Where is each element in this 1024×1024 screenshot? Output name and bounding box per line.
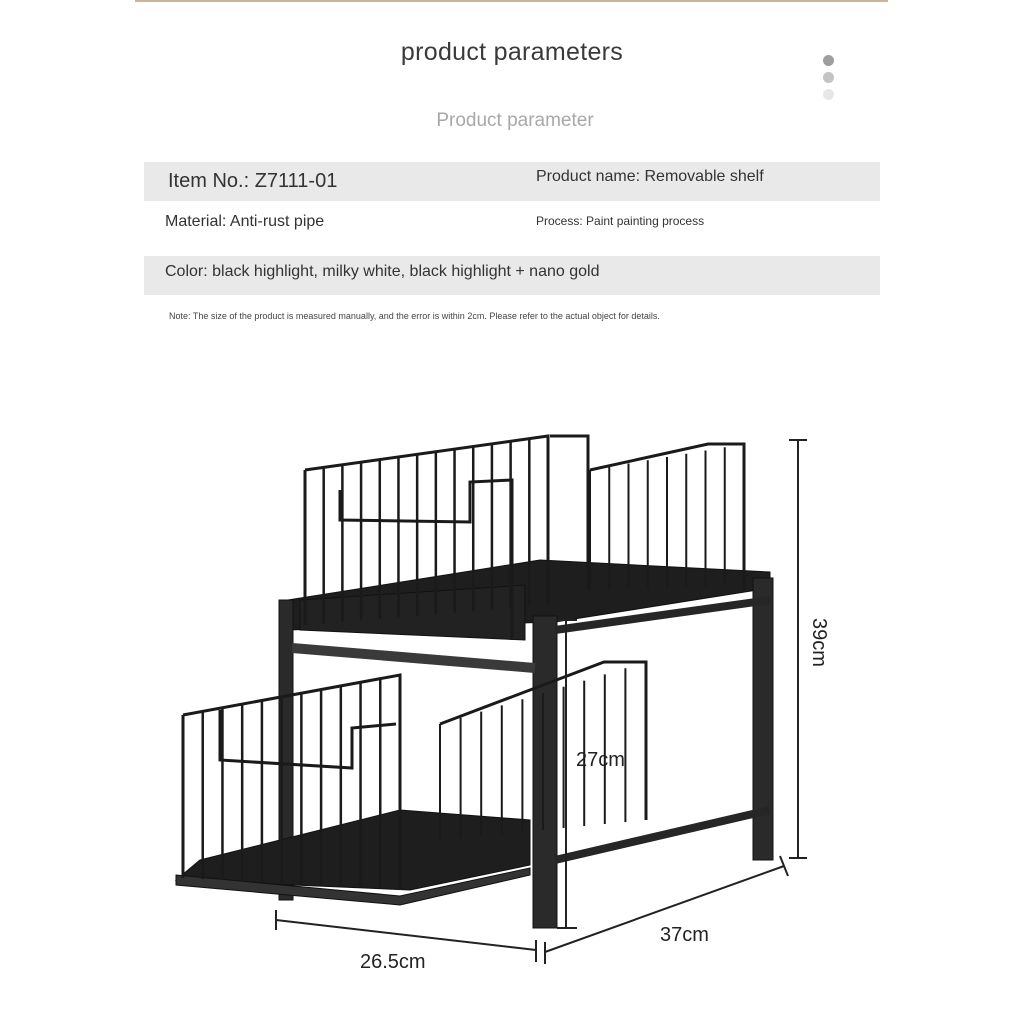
size-note: Note: The size of the product is measured manually, and the error is within 2cm. Please refer to the actual object for details. (169, 311, 660, 321)
width-label: 26.5cm (360, 951, 426, 973)
page-title: product parameters (400, 38, 624, 66)
depth-label: 37cm (660, 924, 709, 946)
item-number: Item No.: Z7111-01 (168, 170, 338, 192)
right-basket-wires (440, 444, 744, 840)
shelf-frame (176, 560, 773, 928)
process: Process: Paint painting process (536, 214, 705, 228)
inner-height-label: 27cm (576, 749, 625, 771)
height-label: 39cm (808, 618, 830, 667)
color-options: Color: black highlight, milky white, black highlight + nano gold (165, 263, 600, 280)
page-subtitle: Product parameter (436, 110, 594, 131)
product-name: Product name: Removable shelf (536, 168, 764, 185)
material: Material: Anti-rust pipe (165, 213, 325, 230)
